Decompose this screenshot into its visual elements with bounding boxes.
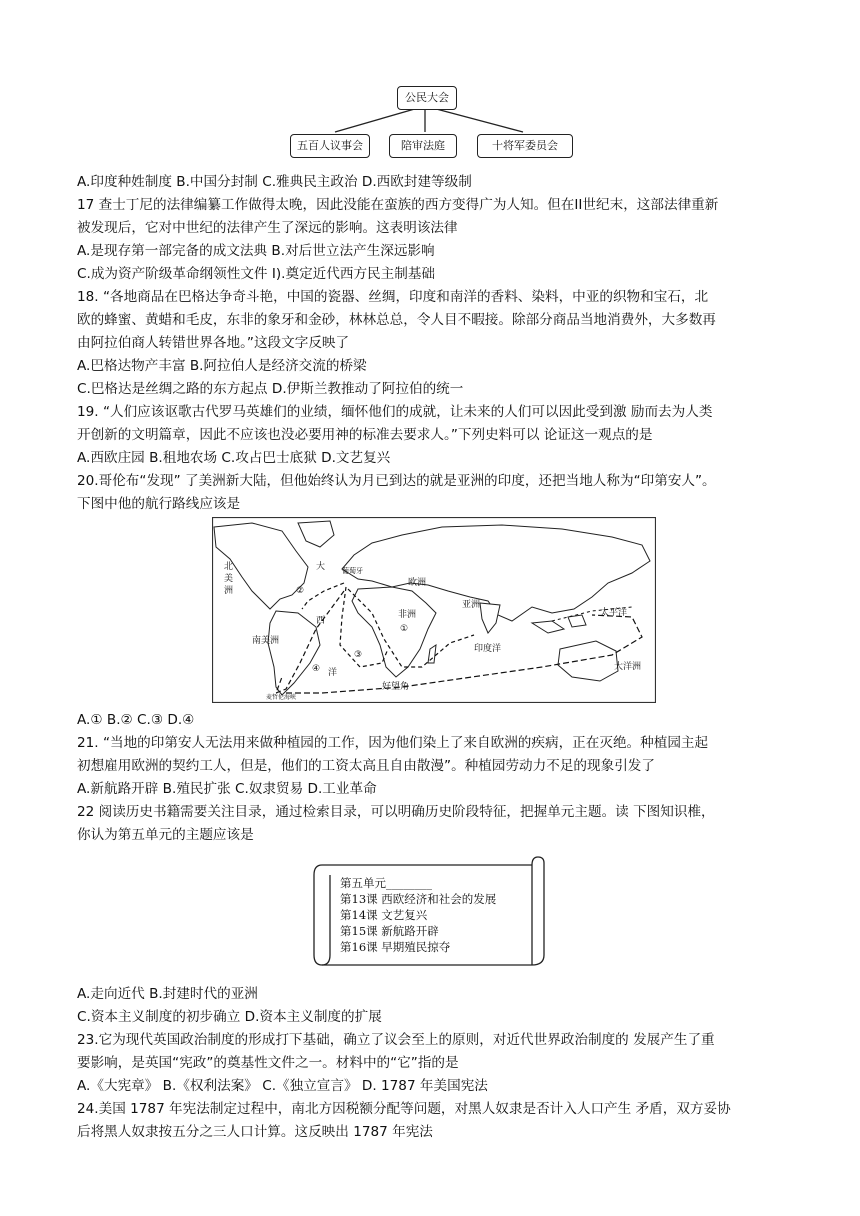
text-line: 21. “当地的印第安人无法用来做种植园的工作，因为他们染上了来自欧洲的疾病，正在灭绝。种植园主起: [77, 735, 709, 751]
map-label: 葡萄牙: [342, 567, 363, 575]
text-line: 23.它为现代英国政治制度的形成打下基础，确立了议会至上的原则，对近代世界政治制度的 发展产生了重: [77, 1032, 715, 1048]
scroll-item: 第16课 早期殖民掠夺: [340, 940, 451, 954]
map-label: 洋: [328, 668, 338, 678]
map-label: 太平洋: [600, 608, 628, 618]
map-label: 洲: [224, 586, 234, 596]
text-line: C.成为资产阶级革命纲领性文件 I).奠定近代西方民主制基础: [77, 266, 436, 282]
scroll-item: 第15课 新航路开辟: [340, 924, 439, 938]
diagram-top-box: 公民大会: [397, 86, 457, 110]
route-marker-1: ①: [400, 624, 409, 634]
map-label: 非洲: [398, 610, 417, 620]
text-line: 18. “各地商品在巴格达争奇斗艳，中国的瓷器、丝绸，印度和南洋的香料、染料，中亚的织物和宝石，北: [77, 289, 709, 305]
map-label: 印度洋: [474, 644, 502, 654]
text-line: 后将黑人奴隶按五分之三人口计算。这反映出 1787 年宪法: [77, 1124, 433, 1140]
diagram-right-box: 十将军委员会: [477, 134, 573, 158]
route-marker-2: ②: [296, 586, 305, 596]
diagram-left-box: 五百人议事会: [290, 134, 370, 158]
map-label: 大: [316, 562, 326, 572]
scroll-title: 第五单元________: [340, 876, 432, 890]
map-label: 美: [224, 574, 234, 584]
text-line: 要影响，是英国“宪政”的奠基性文件之一。材料中的“它”指的是: [77, 1055, 459, 1071]
text-line: 19. “人们应该讴歌古代罗马英雄们的业绩，缅怀他们的成就，让未来的人们可以因此受到激 励而去为人类: [77, 404, 713, 420]
text-line: 下图中他的航行路线应该是: [77, 496, 241, 512]
route-marker-3: ③: [354, 650, 363, 660]
text-line: A.是现存第一部完备的成文法典 B.对后世立法产生深远影响: [77, 243, 435, 259]
text-line: 开创新的文明篇章，因此不应该也没必要用神的标准去要求人。”下列史料可以 论证这一观点的是: [77, 427, 653, 443]
text-line: 17 查士丁尼的法律编纂工作做得太晚，因此没能在蛮族的西方变得广为人知。但在II世纪末，这部法律重新: [77, 197, 719, 213]
text-line: A.《大宪章》 B.《权利法案》 C.《独立宣言》 D. 1787 年美国宪法: [77, 1078, 488, 1094]
route-marker-4: ④: [312, 664, 321, 674]
text-line: C.巴格达是丝绸之路的东方起点 D.伊斯兰教推动了阿拉伯的统一: [77, 381, 464, 397]
map-label: 南美洲: [252, 636, 280, 646]
text-line: 欧的蜂蜜、黄蜡和毛皮，东非的象牙和金砂，林林总总，令人目不暇接。除部分商品当地消费外，大多数再: [77, 312, 716, 328]
diagram-middle-box: 陪审法庭: [389, 134, 457, 158]
text-line: 由阿拉伯商人转错世界各地。”这段文字反映了: [77, 335, 350, 351]
scroll-item: 第13课 西欧经济和社会的发展: [340, 892, 497, 906]
text-line: 20.哥伦布“发现” 了美洲新大陆，但他始终认为月已到达的就是亚洲的印度，还把当地人称为“印第安人”。: [77, 473, 716, 489]
text-line: 初想雇用欧洲的契约工人，但是，他们的工资太高且自由散漫”。种植园劳动力不足的现象引发了: [77, 758, 655, 774]
text-line: A.走向近代 B.封建时代的亚洲: [77, 986, 258, 1002]
text-line: A.① B.② C.③ D.④: [77, 712, 195, 728]
map-label: 北: [224, 562, 234, 572]
map-label: 西: [316, 616, 326, 626]
map-label: 好望角: [382, 682, 410, 692]
text-line: A.西欧庄园 B.租地农场 C.攻占巴士底狱 D.文艺复兴: [77, 450, 391, 466]
text-line: A.印度种姓制度 B.中国分封制 C.雅典民主政治 D.西欧封建等级制: [77, 174, 472, 190]
text-line: A.巴格达物产丰富 B.阿拉伯人是经济交流的桥梁: [77, 358, 367, 374]
text-line: 22 阅读历史书籍需要关注目录，通过检索目录，可以明确历史阶段特征，把握单元主题。读 下图知识椎，: [77, 804, 715, 820]
map-label: 麦哲伦海峡: [266, 694, 297, 701]
text-line: 你认为第五单元的主题应该是: [77, 827, 254, 843]
text-line: A.新航路开辟 B.殖民扩张 C.奴隶贸易 D.工业革命: [77, 781, 377, 797]
text-line: C.资本主义制度的初步确立 D.资本主义制度的扩展: [77, 1009, 382, 1025]
text-line: 24.美国 1787 年宪法制定过程中，南北方因税额分配等问题，对黑人奴隶是否计入人口产生 矛盾，双方妥协: [77, 1101, 731, 1117]
scroll-item: 第14课 文艺复兴: [340, 908, 428, 922]
map-label: 大洋洲: [614, 662, 642, 672]
voyage-map: [212, 517, 656, 703]
map-label: 亚洲: [462, 600, 481, 610]
text-line: 被发现后，它对中世纪的法律产生了深远的影响。这表明该法律: [77, 220, 458, 236]
map-label: 欧洲: [408, 578, 427, 588]
